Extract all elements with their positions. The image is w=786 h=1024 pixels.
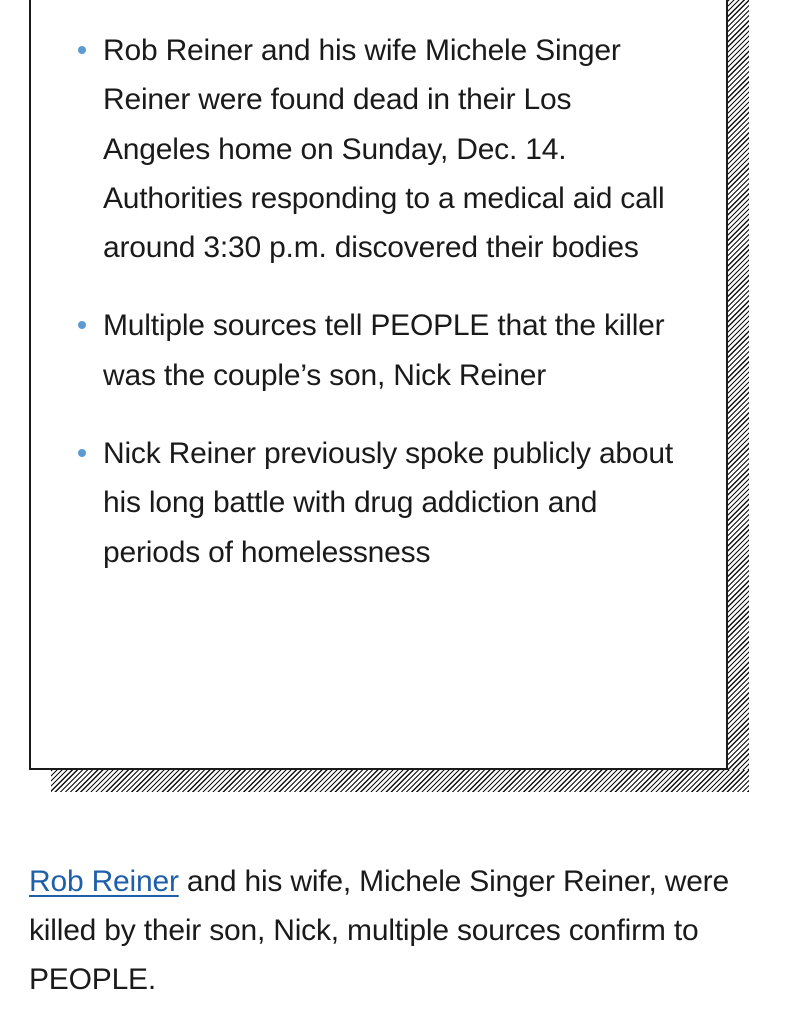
callout-hatch-shadow-bottom bbox=[51, 770, 749, 792]
summary-item-text: Multiple sources tell PEOPLE that the killer was the couple’s son, Nick Reiner bbox=[103, 309, 665, 392]
callout-hatch-shadow-right bbox=[727, 0, 749, 792]
summary-item bbox=[103, 429, 683, 577]
summary-list bbox=[103, 26, 683, 577]
article-paragraph-text: and his wife, Michele Singer Reiner, were killed by their son, Nick, multiple sources confirm to PEOPLE. bbox=[29, 865, 729, 996]
summary-item-text: Rob Reiner and his wife Michele Singer Reiner were found dead in their Los Angeles home on Sunday, Dec. 14. Authorities responding to a medical aid call around 3:30 p.m. discovered their bodies bbox=[103, 34, 665, 265]
summary-item bbox=[103, 301, 683, 400]
summary-box bbox=[29, 0, 728, 770]
summary-item-text: Nick Reiner previously spoke publicly about his long battle with drug addiction and periods of homelessness bbox=[103, 437, 674, 569]
summary-callout bbox=[29, 0, 749, 792]
bullet-dot-icon bbox=[78, 449, 86, 457]
bullet-dot-icon bbox=[78, 46, 86, 54]
article-paragraph bbox=[29, 857, 759, 1004]
rob-reiner-link[interactable]: Rob Reiner bbox=[29, 865, 179, 898]
bullet-dot-icon bbox=[78, 321, 86, 329]
summary-item bbox=[103, 26, 683, 272]
